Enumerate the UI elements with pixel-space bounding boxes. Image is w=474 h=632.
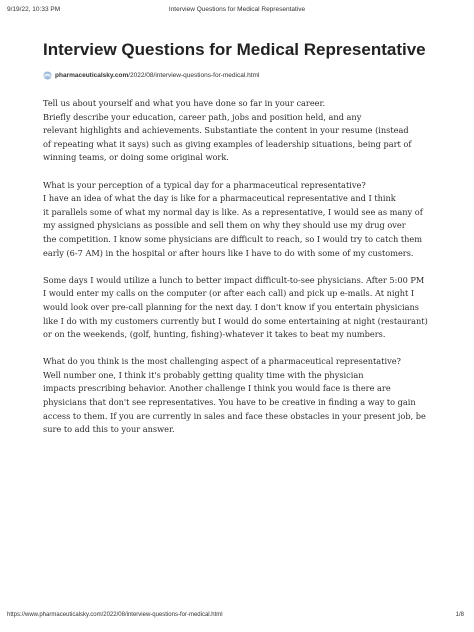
text-line: Well number one, I think it's probably getting quality time with the physician <box>43 369 364 380</box>
paragraph <box>43 355 435 437</box>
text-line: sure to add this to your answer. <box>43 424 175 435</box>
paragraph <box>43 274 435 342</box>
text-line: physicians that don't see representatives. You have to be creative in finding a way to gain <box>43 397 416 408</box>
print-url: https://www.pharmaceuticalsky.com/2022/08/interview-questions-for-medical.html <box>7 612 223 618</box>
text-line: impacts prescribing behavior. Another challenge I think you would face is there are <box>43 383 391 394</box>
page-number: 1/8 <box>455 612 464 618</box>
site-favicon-icon <box>43 71 52 80</box>
text-line: like I do with my customers currently but I would do some entertaining at night (restaurant) <box>43 315 428 326</box>
text-line: Some days I would utilize a lunch to better impact difficult-to-see physicians. After 5:00 PM <box>43 274 425 285</box>
text-line: What is your perception of a typical day for a pharmaceutical representative? <box>43 179 366 190</box>
text-line: access to them. If you are currently in sales and face these obstacles in your present job, be <box>43 410 426 421</box>
text-line: the competition. I know some physicians are difficult to reach, so I would try to catch them <box>43 233 422 244</box>
article-body <box>43 97 435 450</box>
print-datetime: 9/19/22, 10:33 PM <box>7 6 61 13</box>
text-line: my assigned physicians as possible and sell them on why they should use my drug over <box>43 220 406 231</box>
text-line: I would enter my calls on the computer (or after each call) and pick up e-mails. At night I <box>43 288 415 299</box>
article-title: Interview Questions for Medical Representative <box>43 40 426 59</box>
text-line: I have an idea of what the day is like for a pharmaceutical representative and I think <box>43 193 396 204</box>
text-line: would look over pre-call planning for the next day. I don't know if you entertain physicians <box>43 301 419 312</box>
text-line: What do you think is the most challenging aspect of a pharmaceutical representative? <box>43 356 401 367</box>
text-line: it parallels some of what my normal day is like. As a representative, I would see as many of <box>43 206 423 217</box>
source-link[interactable] <box>43 71 259 80</box>
print-page-title: Interview Questions for Medical Representative <box>168 6 306 13</box>
source-domain: pharmaceuticalsky.com <box>55 72 129 79</box>
source-path: /2022/08/interview-questions-for-medical.html <box>128 72 260 79</box>
text-line: winning teams, or doing some original work. <box>43 152 229 163</box>
text-line: Briefly describe your education, career path, jobs and position held, and any <box>43 111 362 122</box>
text-line: or on the weekends, (golf, hunting, fishing)-whatever it takes to beat my numbers. <box>43 329 386 340</box>
text-line: early (6-7 AM) in the hospital or after hours like I have to do with some of my customers. <box>43 247 414 258</box>
text-line: relevant highlights and achievements. Substantiate the content in your resume (instead <box>43 125 409 136</box>
paragraph <box>43 179 435 261</box>
paragraph <box>43 97 435 165</box>
text-line: of repeating what it says) such as giving examples of leadership situations, being part of <box>43 138 412 149</box>
text-line: Tell us about yourself and what you have done so far in your career. <box>43 98 326 108</box>
